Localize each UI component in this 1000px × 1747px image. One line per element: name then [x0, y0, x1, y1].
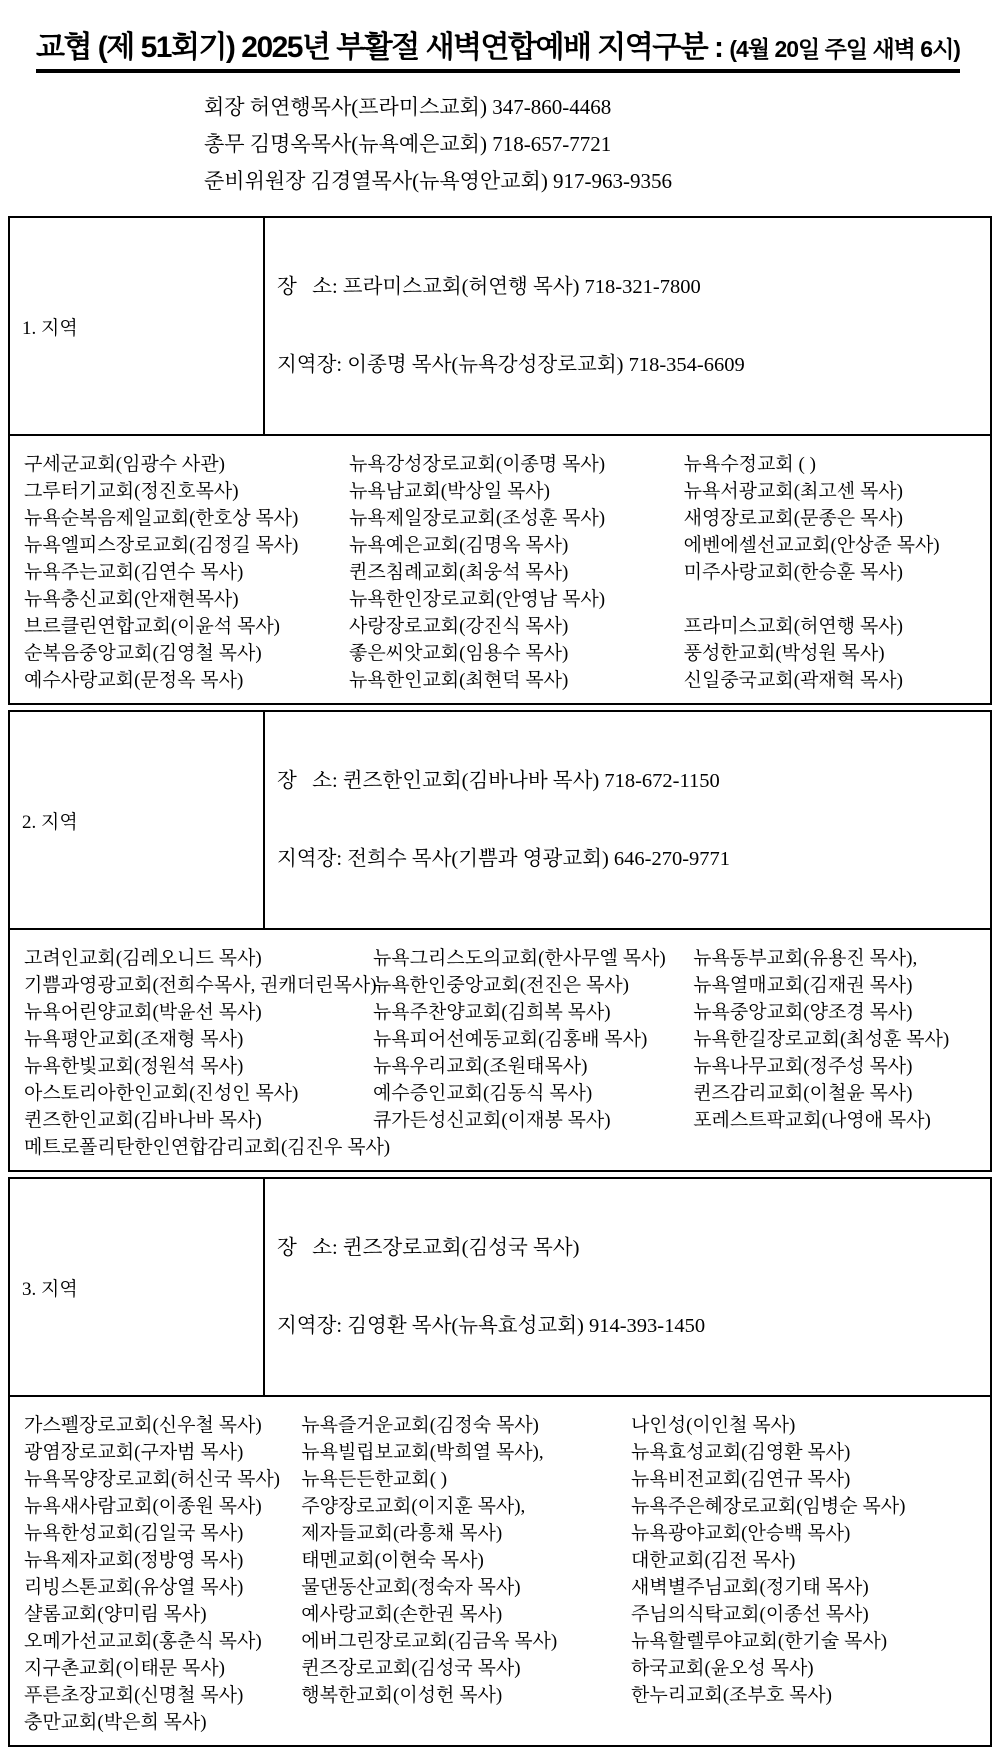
church-item: 한누리교회(조부호 목사): [631, 1685, 832, 1706]
church-row: [24, 559, 980, 586]
church-item: 뉴욕한길장로교회(최성훈 목사): [693, 1029, 950, 1050]
church-item: 뉴욕서광교회(최고센 목사): [683, 481, 903, 502]
church-item: 뉴욕할렐루야교회(한기술 목사): [631, 1631, 888, 1652]
church-row: [24, 613, 980, 640]
church-item: 하국교회(윤오성 목사): [631, 1658, 814, 1679]
church-item: 뉴욕효성교회(김영환 목사): [631, 1442, 851, 1463]
church-item: 새영장로교회(문종은 목사): [683, 508, 903, 529]
region-2-leader: 지역장: 전희수 목사(기쁨과 영광교회) 646-270-9771: [277, 848, 731, 870]
church-item: 사랑장로교회(강진식 목사): [349, 616, 569, 637]
church-item: 그루터기교회(정진호목사): [24, 481, 239, 502]
region-1-church-list: [10, 436, 990, 703]
church-item: 뉴욕한인교회(최현덕 목사): [349, 670, 569, 691]
church-item: 대한교회(김전 목사): [631, 1550, 796, 1571]
church-item: 뉴욕열매교회(김재권 목사): [693, 975, 913, 996]
church-item: 뉴욕주찬양교회(김희복 목사): [372, 1002, 611, 1023]
church-item: 뉴욕한인중앙교회(전진은 목사): [372, 975, 629, 996]
church-item: 퀸즈한인교회(김바나바 목사): [24, 1110, 262, 1131]
church-item: 메트로폴리탄한인연합감리교회(김진우 목사): [24, 1137, 391, 1158]
church-row: [24, 478, 980, 505]
church-item: 주님의식탁교회(이종선 목사): [631, 1604, 869, 1625]
church-item: 태멘교회(이현숙 목사): [301, 1550, 484, 1571]
church-item: 뉴욕나무교회(정주성 목사): [693, 1056, 913, 1077]
church-item: 뉴욕한성교회(김일국 목사): [24, 1523, 244, 1544]
region-3-leader: 지역장: 김영환 목사(뉴욕효성교회) 914-393-1450: [277, 1315, 706, 1337]
church-item: 푸른초장교회(신명철 목사): [24, 1685, 244, 1706]
church-item: 뉴욕어린양교회(박윤선 목사): [24, 1002, 262, 1023]
church-row: [24, 505, 980, 532]
church-item: 뉴욕제자교회(정방영 목사): [24, 1550, 244, 1571]
church-row: [24, 1053, 980, 1080]
church-row: [24, 451, 980, 478]
church-item: 예수증인교회(김동식 목사): [372, 1083, 593, 1104]
church-item: 지구촌교회(이태문 목사): [24, 1658, 225, 1679]
church-row: [24, 1134, 980, 1161]
church-item: 뉴욕그리스도의교회(한사무엘 목사): [372, 948, 666, 969]
church-row: [24, 667, 980, 694]
church-item: 리빙스톤교회(유상열 목사): [24, 1577, 244, 1598]
church-item: 물댄동산교회(정숙자 목사): [301, 1577, 521, 1598]
region-3-label: 3. 지역: [10, 1179, 265, 1395]
church-item: 뉴욕남교회(박상일 목사): [349, 481, 550, 502]
church-row: [24, 1439, 980, 1466]
church-item: 뉴욕예은교회(김명옥 목사): [349, 535, 569, 556]
church-item: 뉴욕동부교회(유용진 목사),: [693, 948, 918, 969]
church-row: [24, 640, 980, 667]
church-item: 행복한교회(이성헌 목사): [301, 1685, 503, 1706]
church-row: [24, 1466, 980, 1493]
church-row: [24, 1574, 980, 1601]
church-item: 뉴욕평안교회(조재형 목사): [24, 1029, 244, 1050]
church-item: 큐가든성신교회(이재봉 목사): [372, 1110, 611, 1131]
church-item: 뉴욕광야교회(안승백 목사): [631, 1523, 851, 1544]
region-3-church-list: [10, 1397, 990, 1745]
church-item: 퀸즈침례교회(최웅석 목사): [349, 562, 569, 583]
church-item: 예사랑교회(손한권 목사): [301, 1604, 503, 1625]
church-row: [24, 1601, 980, 1628]
region-1-header: [10, 218, 990, 436]
church-item: 뉴욕목양장로교회(허신국 목사): [24, 1469, 281, 1490]
church-item: 뉴욕엘피스장로교회(김정길 목사): [24, 535, 299, 556]
church-row: [24, 1107, 980, 1134]
church-row: [24, 1682, 980, 1709]
church-item: 뉴욕주은혜장로교회(임병순 목사): [631, 1496, 906, 1517]
church-item: 에버그린장로교회(김금옥 목사): [301, 1631, 558, 1652]
church-item: 광염장로교회(구자범 목사): [24, 1442, 244, 1463]
church-item: 뉴욕우리교회(조원태목사): [372, 1056, 588, 1077]
church-item: 퀸즈장로교회(김성국 목사): [301, 1658, 521, 1679]
church-item: 주양장로교회(이지훈 목사),: [301, 1496, 526, 1517]
title-main-text: 교협 (제 51회기) 2025년 부활절 새벽연합예배 지역구분 :: [36, 31, 730, 64]
region-2-header: [10, 712, 990, 930]
church-row: [24, 1412, 980, 1439]
church-item: 뉴욕수정교회 ( ): [683, 454, 816, 475]
officer-line-chairman: 회장 허연행목사(프라미스교회) 347-860-4468: [204, 95, 612, 119]
church-item: 에벤에셀선교교회(안상준 목사): [683, 535, 940, 556]
church-item: 뉴욕든든한교회( ): [301, 1469, 448, 1490]
region-2-location: 장 소: 퀸즈한인교회(김바나바 목사) 718-672-1150: [277, 770, 720, 792]
church-item: 뉴욕한인장로교회(안영남 목사): [349, 589, 606, 610]
region-2-info: [265, 712, 742, 928]
officer-line-prep-chair: 준비위원장 김경열목사(뉴욕영안교회) 917-963-9356: [204, 169, 673, 193]
church-item: 순복음중앙교회(김영철 목사): [24, 643, 262, 664]
church-item: 아스토리아한인교회(진성인 목사): [24, 1083, 299, 1104]
church-item: 고려인교회(김레오니드 목사): [24, 948, 262, 969]
church-row: [24, 999, 980, 1026]
church-row: [24, 586, 980, 613]
church-item: 샬롬교회(양미림 목사): [24, 1604, 207, 1625]
church-item: 뉴욕한빛교회(정원석 목사): [24, 1056, 244, 1077]
region-3-header: [10, 1179, 990, 1397]
region-3-location: 장 소: 퀸즈장로교회(김성국 목사): [277, 1237, 580, 1259]
church-item: 예수사랑교회(문정옥 목사): [24, 670, 244, 691]
church-item: 미주사랑교회(한승훈 목사): [683, 562, 903, 583]
church-item: 풍성한교회(박성원 목사): [683, 643, 885, 664]
region-3-info: [265, 1179, 717, 1395]
church-item: 신일중국교회(곽재혁 목사): [683, 670, 903, 691]
church-row: [24, 945, 980, 972]
church-row: [24, 1080, 980, 1107]
region-3-section: [8, 1177, 992, 1747]
church-row: [24, 1655, 980, 1682]
church-item: 오메가선교교회(홍춘식 목사): [24, 1631, 262, 1652]
church-item: 포레스트팍교회(나영애 목사): [693, 1110, 931, 1131]
region-1-info: [265, 218, 757, 434]
region-1-leader: 지역장: 이종명 목사(뉴욕강성장로교회) 718-354-6609: [277, 354, 745, 376]
church-item: 뉴욕즐거운교회(김정숙 목사): [301, 1415, 539, 1436]
region-2-church-list: [10, 930, 990, 1170]
church-item: 뉴욕피어선예동교회(김홍배 목사): [372, 1029, 648, 1050]
church-item: 제자들교회(라흥채 목사): [301, 1523, 503, 1544]
church-item: 가스펠장로교회(신우철 목사): [24, 1415, 262, 1436]
church-item: 뉴욕순복음제일교회(한호상 목사): [24, 508, 299, 529]
church-item: 충만교회(박은희 목사): [24, 1712, 207, 1733]
officer-contact-list: [204, 89, 992, 200]
church-item: 뉴욕빌립보교회(박희열 목사),: [301, 1442, 544, 1463]
church-item: 뉴욕비전교회(김연규 목사): [631, 1469, 851, 1490]
church-item: 뉴욕새사람교회(이종원 목사): [24, 1496, 262, 1517]
church-item: 프라미스교회(허연행 목사): [683, 616, 903, 637]
title-suffix-text: (4월 20일 주일 새벽 6시): [729, 36, 960, 62]
church-item: 뉴욕주는교회(김연수 목사): [24, 562, 244, 583]
church-item: 브르클린연합교회(이윤석 목사): [24, 616, 281, 637]
church-item: 기쁨과영광교회(전희수목사, 권캐더린목사): [24, 975, 377, 996]
church-row: [24, 972, 980, 999]
region-1-section: [8, 216, 992, 705]
church-item: 좋은씨앗교회(임용수 목사): [349, 643, 569, 664]
page-title: [36, 22, 992, 73]
church-row: [24, 1547, 980, 1574]
church-row: [24, 1493, 980, 1520]
title-underline: [36, 22, 960, 73]
church-item: [684, 586, 980, 613]
church-row: [24, 532, 980, 559]
church-item: 뉴욕충신교회(안재현목사): [24, 589, 239, 610]
region-1-label: 1. 지역: [10, 218, 265, 434]
region-2-label: 2. 지역: [10, 712, 265, 928]
church-row: [24, 1709, 980, 1736]
church-row: [24, 1628, 980, 1655]
officer-line-secretary: 총무 김명옥목사(뉴욕예은교회) 718-657-7721: [204, 132, 612, 156]
church-row: [24, 1026, 980, 1053]
region-2-section: [8, 710, 992, 1172]
region-tables: [8, 216, 992, 1747]
region-1-location: 장 소: 프라미스교회(허연행 목사) 718-321-7800: [277, 276, 701, 298]
church-item: 새벽별주님교회(정기태 목사): [631, 1577, 869, 1598]
church-row: [24, 1520, 980, 1547]
church-item: 뉴욕중앙교회(양조경 목사): [693, 1002, 913, 1023]
church-item: 나인성(이인철 목사): [631, 1415, 796, 1436]
church-item: 퀸즈감리교회(이철윤 목사): [693, 1083, 913, 1104]
church-item: 뉴욕강성장로교회(이종명 목사): [349, 454, 606, 475]
church-item: 뉴욕제일장로교회(조성훈 목사): [349, 508, 606, 529]
church-item: 구세군교회(임광수 사관): [24, 454, 225, 475]
